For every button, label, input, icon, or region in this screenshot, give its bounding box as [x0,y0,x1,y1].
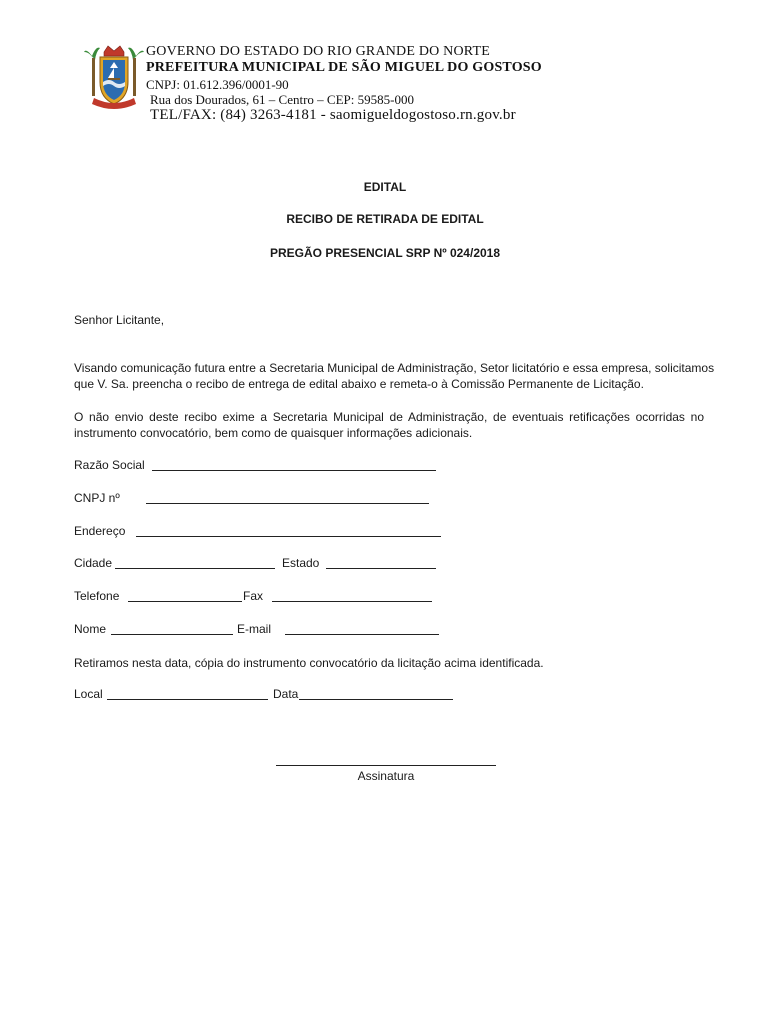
email-blank[interactable] [285,634,439,635]
estado-blank[interactable] [326,568,436,569]
title-edital: EDITAL [363,180,407,194]
signature-label: Assinatura [357,769,415,783]
fax-label: Fax [243,589,264,603]
telefone-blank[interactable] [128,601,242,602]
declaration-text: Retiramos nesta data, cópia do instrumento convocatório da licitação acima identificada. [74,656,544,670]
header-address-line: Rua dos Dourados, 61 – Centro – CEP: 59585-000 [150,92,414,107]
cnpj-label: CNPJ nº [74,491,120,505]
nome-blank[interactable] [111,634,233,635]
title-recibo: RECIBO DE RETIRADA DE EDITAL [286,212,484,226]
local-label: Local [74,687,103,701]
header-prefeitura-line: PREFEITURA MUNICIPAL DE SÃO MIGUEL DO GOSTOSO [146,60,542,75]
estado-label: Estado [282,556,320,570]
razao-social-blank[interactable] [152,470,436,471]
telefone-label: Telefone [74,589,120,603]
paragraph-2-line-2: instrumento convocatório, bem como de quaisquer informações adicionais. [74,426,473,440]
fax-blank[interactable] [272,601,432,602]
nome-label: Nome [74,622,107,636]
greeting: Senhor Licitante, [74,313,165,327]
header-cnpj-line: CNPJ: 01.612.396/0001-90 [146,77,289,92]
cidade-label: Cidade [74,556,113,570]
municipal-coat-of-arms-icon [82,42,146,112]
signature-line[interactable] [276,765,496,766]
paragraph-1-line-2: que V. Sa. preencha o recibo de entrega de edital abaixo e remeta-o à Comissão Permanente de Licitação. [74,377,644,391]
header-contact-line: TEL/FAX: (84) 3263-4181 - saomigueldogostoso.rn.gov.br [150,107,516,123]
title-pregao: PREGÃO PRESENCIAL SRP Nº 024/2018 [269,246,501,260]
endereco-label: Endereço [74,524,126,538]
razao-social-label: Razão Social [74,458,145,472]
header-government-line: GOVERNO DO ESTADO DO RIO GRANDE DO NORTE [146,44,490,59]
cidade-blank[interactable] [115,568,275,569]
paragraph-1-line-1: Visando comunicação futura entre a Secretaria Municipal de Administração, Setor licitatório e essa empresa, solicitamos [74,361,715,375]
local-blank[interactable] [107,699,268,700]
email-label: E-mail [237,622,272,636]
endereco-blank[interactable] [136,536,441,537]
data-label: Data [273,687,299,701]
cnpj-blank[interactable] [146,503,429,504]
paragraph-2-line-1: O não envio deste recibo exime a Secretaria Municipal de Administração, de eventuais retificações ocorridas no [74,410,704,424]
data-blank[interactable] [299,699,453,700]
